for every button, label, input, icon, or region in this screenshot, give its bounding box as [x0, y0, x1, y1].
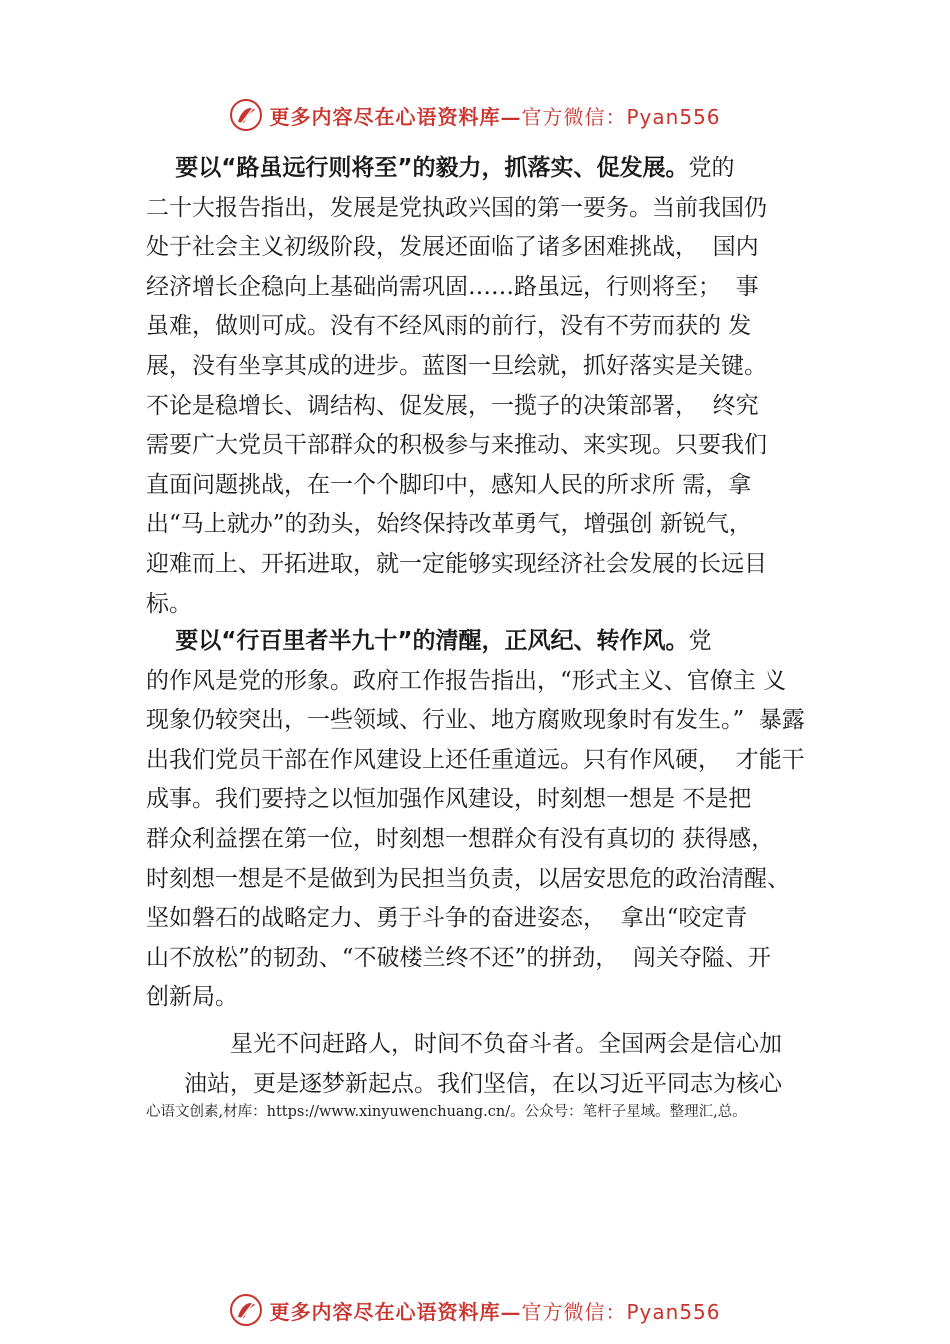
section-2-line: 山不放松”的韧劲、“不破楼兰终不还”的拼劲， 闯关夺隘、开: [146, 944, 771, 971]
official-wechat-label: 官方微信：: [521, 104, 627, 129]
section-2: [146, 622, 846, 1018]
closing-line-2: 油站，更是逐梦新起点。我们坚信，在以习近平同志为核心: [184, 1071, 782, 1097]
section-2-line: 时刻想一想是不是做到为民担当负责，以居安思危的政治清醒、: [146, 865, 790, 892]
section-1-line: 标。: [146, 590, 192, 617]
section-1-line: 迎难而上、开拓进取，就一定能够实现经济社会发展的长远目: [146, 550, 767, 577]
section-2-line: 坚如磐石的战略定力、勇于斗争的奋进姿态， 拿出“咬定青: [146, 905, 748, 932]
section-2-text: 党: [688, 628, 712, 654]
section-1-line: 虽难，做则可成。没有不经风雨的前行，没有不劳而获的 发: [146, 313, 752, 340]
section-2-line: 群众利益摆在第一位，时刻想一想群众有没有真切的 获得感，: [146, 825, 775, 852]
section-1-line: 二十大报告指出，发展是党执政兴国的第一要务。当前我国仍: [146, 194, 767, 221]
section-1-line: 展，没有坐享其成的进步。蓝图一旦绘就，抓好落实是关键。: [146, 352, 767, 379]
section-2-line: 出我们党员干部在作风建设上还任重道远。只有作风硬， 才能干: [146, 746, 805, 773]
wechat-account: Pyan556: [626, 1299, 721, 1324]
section-1: [146, 149, 846, 624]
section-2-line: 创新局。: [146, 984, 238, 1011]
header-banner-bottom: [0, 1290, 950, 1330]
brand-separator: —: [500, 104, 522, 129]
closing-line-1: 星光不问赶路人，时间不负奋斗者。全国两会是信心加: [230, 1031, 782, 1057]
section-1-line: 直面问题挑战，在一个个脚印中，感知人民的所求所 需，拿: [146, 471, 752, 498]
section-1-line: 需要广大党员干部群众的积极参与来推动、来实现。只要我们: [146, 432, 767, 459]
section-2-line-0: [146, 622, 846, 662]
brand-logo-icon: [229, 1293, 263, 1327]
section-1-heading: 要以“路虽远行则将至”的毅力，抓落实、促发展。: [175, 155, 689, 181]
official-wechat-label: 官方微信：: [521, 1299, 627, 1324]
section-1-line: 处于社会主义初级阶段，发展还面临了诸多困难挑战， 国内: [146, 234, 759, 261]
section-1-text: 党的: [688, 155, 735, 181]
closing-paragraph: [146, 1024, 846, 1104]
header-banner-top: [0, 95, 950, 135]
section-2-line: 现象仍较突出，一些领域、行业、地方腐败现象时有发生。” 暴露: [146, 707, 805, 734]
brand-name: 更多内容尽在心语资料库: [269, 1299, 501, 1324]
brand-logo-icon: [229, 98, 263, 132]
section-2-line: 的作风是党的形象。政府工作报告指出，“形式主义、官僚主 义: [146, 667, 787, 694]
wechat-account: Pyan556: [626, 104, 721, 129]
section-1-line: 不论是稳增长、调结构、促发展，一揽子的决策部署， 终究: [146, 392, 759, 419]
section-2-line: 成事。我们要持之以恒加强作风建设，时刻想一想是 不是把: [146, 786, 752, 813]
brand-name: 更多内容尽在心语资料库: [269, 104, 501, 129]
section-2-heading: 要以“行百里者半九十”的清醒，正风纪、转作风。: [175, 628, 689, 654]
brand-separator: —: [500, 1299, 522, 1324]
section-1-line: 经济增长企稳向上基础尚需巩固……路虽远，行则将至； 事: [146, 273, 759, 300]
section-1-line-0: [146, 149, 846, 189]
header-text: [269, 101, 720, 130]
footer-text: [269, 1296, 720, 1325]
footnote-source: 心语文创素,材库：https://www.xinyuwenchuang.cn/。公众号：笔杆子星域。整理汇,总。: [146, 1104, 747, 1120]
section-1-line: 出“马上就办”的劲头，始终保持改革勇气，增强创 新锐气，: [146, 511, 752, 538]
